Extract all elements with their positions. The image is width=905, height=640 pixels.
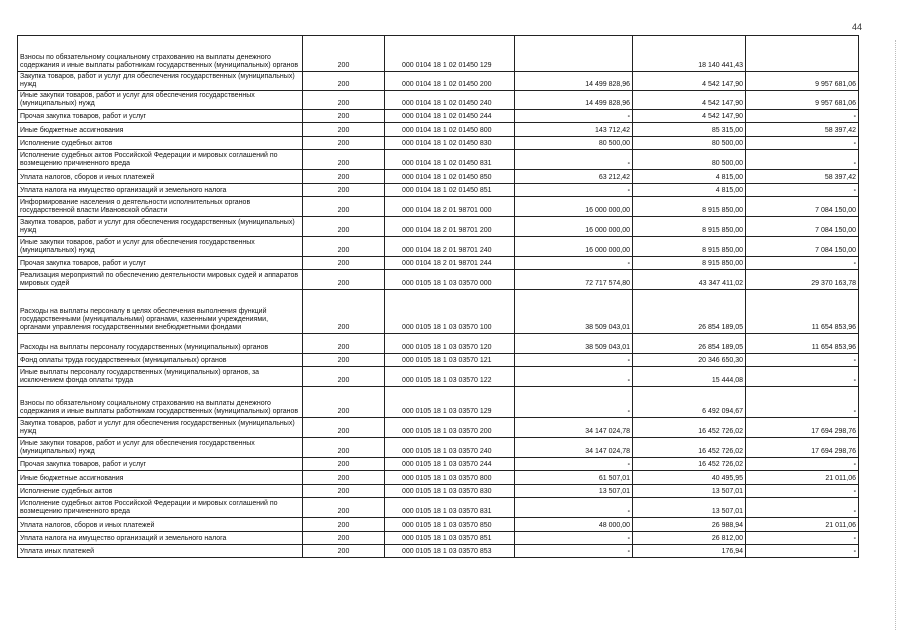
row-code-cell: 200 — [303, 197, 385, 217]
table-row — [18, 518, 859, 532]
row-kbk-cell: 000 0105 18 1 03 03570 853 — [385, 545, 515, 558]
row-executed-cell: 8 915 850,00 — [633, 217, 746, 237]
row-kbk-cell: 000 0104 18 1 02 01450 831 — [385, 150, 515, 170]
row-kbk-cell: 000 0104 18 1 02 01450 800 — [385, 123, 515, 137]
row-remainder-cell: - — [746, 367, 859, 387]
row-kbk-cell: 000 0105 18 1 03 03570 240 — [385, 438, 515, 458]
row-executed-cell: 80 500,00 — [633, 137, 746, 150]
table-row — [18, 438, 859, 458]
row-name-cell: Уплата иных платежей — [18, 545, 303, 558]
row-name-cell: Закупка товаров, работ и услуг для обеспечения государственных (муниципальных) нужд — [18, 217, 303, 237]
row-remainder-cell: - — [746, 458, 859, 471]
row-remainder-cell: 7 084 150,00 — [746, 197, 859, 217]
row-kbk-cell: 000 0105 18 1 03 03570 100 — [385, 290, 515, 334]
table-row — [18, 270, 859, 290]
row-executed-cell: 16 452 726,02 — [633, 438, 746, 458]
row-remainder-cell: 11 654 853,96 — [746, 334, 859, 354]
row-approved-cell: 14 499 828,96 — [515, 72, 633, 91]
table-row — [18, 184, 859, 197]
row-approved-cell: - — [515, 110, 633, 123]
row-remainder-cell: - — [746, 498, 859, 518]
row-code-cell: 200 — [303, 170, 385, 184]
row-executed-cell: 18 140 441,43 — [633, 36, 746, 72]
row-name-cell: Закупка товаров, работ и услуг для обеспечения государственных (муниципальных) нужд — [18, 418, 303, 438]
row-remainder-cell: 7 084 150,00 — [746, 237, 859, 257]
row-code-cell: 200 — [303, 91, 385, 110]
table-row — [18, 498, 859, 518]
row-kbk-cell: 000 0105 18 1 03 03570 000 — [385, 270, 515, 290]
row-name-cell: Реализация мероприятий по обеспечению деятельности мировых судей и аппаратов мировых судей — [18, 270, 303, 290]
row-code-cell: 200 — [303, 217, 385, 237]
row-remainder-cell: 11 654 853,96 — [746, 290, 859, 334]
row-remainder-cell: 7 084 150,00 — [746, 217, 859, 237]
row-approved-cell: - — [515, 367, 633, 387]
table-row — [18, 418, 859, 438]
table-row — [18, 237, 859, 257]
row-code-cell: 200 — [303, 387, 385, 418]
row-approved-cell: - — [515, 184, 633, 197]
row-remainder-cell: 17 694 298,76 — [746, 418, 859, 438]
row-executed-cell: 16 452 726,02 — [633, 418, 746, 438]
row-code-cell: 200 — [303, 471, 385, 485]
table-row — [18, 170, 859, 184]
row-kbk-cell: 000 0105 18 1 03 03570 830 — [385, 485, 515, 498]
row-kbk-cell: 000 0104 18 2 01 98701 240 — [385, 237, 515, 257]
row-executed-cell: 40 495,95 — [633, 471, 746, 485]
row-approved-cell: - — [515, 387, 633, 418]
row-code-cell: 200 — [303, 137, 385, 150]
table-row — [18, 123, 859, 137]
row-executed-cell: 4 815,00 — [633, 170, 746, 184]
table-row — [18, 532, 859, 545]
row-kbk-cell: 000 0105 18 1 03 03570 800 — [385, 471, 515, 485]
row-name-cell: Исполнение судебных актов — [18, 137, 303, 150]
row-name-cell: Иные закупки товаров, работ и услуг для обеспечения государственных (муниципальных) нужд — [18, 438, 303, 458]
row-name-cell: Уплата налога на имущество организаций и земельного налога — [18, 532, 303, 545]
table-row — [18, 91, 859, 110]
row-code-cell: 200 — [303, 123, 385, 137]
row-remainder-cell: - — [746, 485, 859, 498]
row-code-cell: 200 — [303, 72, 385, 91]
row-executed-cell: 43 347 411,02 — [633, 270, 746, 290]
row-remainder-cell: - — [746, 545, 859, 558]
row-kbk-cell: 000 0104 18 1 02 01450 244 — [385, 110, 515, 123]
row-executed-cell: 85 315,00 — [633, 123, 746, 137]
row-approved-cell: 63 212,42 — [515, 170, 633, 184]
row-code-cell: 200 — [303, 418, 385, 438]
row-name-cell: Взносы по обязательному социальному страхованию на выплаты денежного содержания и иные выплаты работникам государственных (муниципальных) органов — [18, 387, 303, 418]
row-name-cell: Взносы по обязательному социальному страхованию на выплаты денежного содержания и иные выплаты работникам государственных (муниципальных) органов — [18, 36, 303, 72]
row-executed-cell: 80 500,00 — [633, 150, 746, 170]
row-code-cell: 200 — [303, 354, 385, 367]
row-name-cell: Уплата налогов, сборов и иных платежей — [18, 518, 303, 532]
table-row — [18, 485, 859, 498]
row-name-cell: Уплата налога на имущество организаций и земельного налога — [18, 184, 303, 197]
row-kbk-cell: 000 0105 18 1 03 03570 244 — [385, 458, 515, 471]
row-approved-cell: - — [515, 545, 633, 558]
row-remainder-cell: - — [746, 532, 859, 545]
row-approved-cell: 16 000 000,00 — [515, 217, 633, 237]
row-name-cell: Информирование населения о деятельности исполнительных органов государственной власти Ивановской области — [18, 197, 303, 217]
row-name-cell: Прочая закупка товаров, работ и услуг — [18, 257, 303, 270]
row-code-cell: 200 — [303, 438, 385, 458]
row-approved-cell: 61 507,01 — [515, 471, 633, 485]
row-kbk-cell: 000 0104 18 2 01 98701 200 — [385, 217, 515, 237]
row-executed-cell: 16 452 726,02 — [633, 458, 746, 471]
row-name-cell: Исполнение судебных актов — [18, 485, 303, 498]
row-remainder-cell: 21 011,06 — [746, 518, 859, 532]
row-remainder-cell: 58 397,42 — [746, 170, 859, 184]
row-remainder-cell: - — [746, 257, 859, 270]
row-executed-cell: 8 915 850,00 — [633, 197, 746, 217]
row-remainder-cell: 58 397,42 — [746, 123, 859, 137]
row-name-cell: Иные бюджетные ассигнования — [18, 123, 303, 137]
row-code-cell: 200 — [303, 532, 385, 545]
row-remainder-cell: - — [746, 110, 859, 123]
row-name-cell: Прочая закупка товаров, работ и услуг — [18, 458, 303, 471]
table-row — [18, 354, 859, 367]
row-code-cell: 200 — [303, 110, 385, 123]
row-executed-cell: 4 542 147,90 — [633, 110, 746, 123]
table-row — [18, 36, 859, 72]
table-row — [18, 545, 859, 558]
row-approved-cell: 48 000,00 — [515, 518, 633, 532]
row-remainder-cell — [746, 36, 859, 72]
budget-execution-table — [17, 35, 859, 558]
table-row — [18, 110, 859, 123]
row-kbk-cell: 000 0105 18 1 03 03570 122 — [385, 367, 515, 387]
row-kbk-cell: 000 0105 18 1 03 03570 831 — [385, 498, 515, 518]
row-kbk-cell: 000 0105 18 1 03 03570 200 — [385, 418, 515, 438]
row-remainder-cell: 9 957 681,06 — [746, 72, 859, 91]
row-kbk-cell: 000 0104 18 1 02 01450 830 — [385, 137, 515, 150]
table-row — [18, 471, 859, 485]
row-remainder-cell: - — [746, 354, 859, 367]
row-approved-cell: 13 507,01 — [515, 485, 633, 498]
row-executed-cell: 26 812,00 — [633, 532, 746, 545]
row-executed-cell: 176,94 — [633, 545, 746, 558]
row-executed-cell: 4 542 147,90 — [633, 91, 746, 110]
row-executed-cell: 6 492 094,67 — [633, 387, 746, 418]
row-kbk-cell: 000 0104 18 1 02 01450 850 — [385, 170, 515, 184]
row-approved-cell: - — [515, 150, 633, 170]
row-approved-cell: - — [515, 498, 633, 518]
row-executed-cell: 20 346 650,30 — [633, 354, 746, 367]
row-code-cell: 200 — [303, 545, 385, 558]
scan-edge-line — [895, 40, 897, 630]
row-remainder-cell: 29 370 163,78 — [746, 270, 859, 290]
row-name-cell: Исполнение судебных актов Российской Федерации и мировых соглашений по возмещению причиненного вреда — [18, 150, 303, 170]
row-kbk-cell: 000 0105 18 1 03 03570 851 — [385, 532, 515, 545]
table-row — [18, 458, 859, 471]
row-approved-cell: 14 499 828,96 — [515, 91, 633, 110]
row-name-cell: Закупка товаров, работ и услуг для обеспечения государственных (муниципальных) нужд — [18, 72, 303, 91]
row-approved-cell: 143 712,42 — [515, 123, 633, 137]
row-approved-cell: 38 509 043,01 — [515, 290, 633, 334]
row-executed-cell: 13 507,01 — [633, 485, 746, 498]
row-approved-cell: - — [515, 458, 633, 471]
row-kbk-cell: 000 0104 18 2 01 98701 244 — [385, 257, 515, 270]
table-row — [18, 334, 859, 354]
row-approved-cell: 34 147 024,78 — [515, 418, 633, 438]
row-remainder-cell: - — [746, 184, 859, 197]
row-executed-cell: 13 507,01 — [633, 498, 746, 518]
row-approved-cell: - — [515, 532, 633, 545]
table-row — [18, 150, 859, 170]
row-code-cell: 200 — [303, 518, 385, 532]
row-approved-cell: - — [515, 354, 633, 367]
row-executed-cell: 26 854 189,05 — [633, 290, 746, 334]
row-kbk-cell: 000 0105 18 1 03 03570 850 — [385, 518, 515, 532]
row-approved-cell: 80 500,00 — [515, 137, 633, 150]
row-name-cell: Иные бюджетные ассигнования — [18, 471, 303, 485]
row-name-cell: Прочая закупка товаров, работ и услуг — [18, 110, 303, 123]
table-row — [18, 387, 859, 418]
row-code-cell: 200 — [303, 36, 385, 72]
row-approved-cell: 38 509 043,01 — [515, 334, 633, 354]
table-row — [18, 257, 859, 270]
row-name-cell: Иные выплаты персоналу государственных (муниципальных) органов, за исключением фонда оплаты труда — [18, 367, 303, 387]
row-approved-cell: 72 717 574,80 — [515, 270, 633, 290]
row-approved-cell: 16 000 000,00 — [515, 237, 633, 257]
row-kbk-cell: 000 0104 18 1 02 01450 200 — [385, 72, 515, 91]
row-code-cell: 200 — [303, 237, 385, 257]
row-remainder-cell: - — [746, 150, 859, 170]
row-remainder-cell: - — [746, 137, 859, 150]
row-executed-cell: 4 542 147,90 — [633, 72, 746, 91]
table-row — [18, 197, 859, 217]
row-code-cell: 200 — [303, 150, 385, 170]
row-approved-cell — [515, 36, 633, 72]
page-number: 44 — [852, 22, 863, 32]
row-executed-cell: 8 915 850,00 — [633, 257, 746, 270]
table-row — [18, 72, 859, 91]
row-kbk-cell: 000 0105 18 1 03 03570 129 — [385, 387, 515, 418]
row-kbk-cell: 000 0104 18 1 02 01450 129 — [385, 36, 515, 72]
row-approved-cell: 16 000 000,00 — [515, 197, 633, 217]
row-code-cell: 200 — [303, 290, 385, 334]
row-code-cell: 200 — [303, 498, 385, 518]
row-executed-cell: 8 915 850,00 — [633, 237, 746, 257]
row-remainder-cell: 21 011,06 — [746, 471, 859, 485]
row-remainder-cell: 9 957 681,06 — [746, 91, 859, 110]
row-code-cell: 200 — [303, 270, 385, 290]
row-code-cell: 200 — [303, 367, 385, 387]
row-name-cell: Расходы на выплаты персоналу в целях обеспечения выполнения функций государственными (муниципальными) органами, казенными учреждениями, органами управления государственными внебюджетными фондами — [18, 290, 303, 334]
row-name-cell: Иные закупки товаров, работ и услуг для обеспечения государственных (муниципальных) нужд — [18, 91, 303, 110]
row-name-cell: Расходы на выплаты персоналу государственных (муниципальных) органов — [18, 334, 303, 354]
row-name-cell: Фонд оплаты труда государственных (муниципальных) органов — [18, 354, 303, 367]
row-executed-cell: 26 854 189,05 — [633, 334, 746, 354]
row-kbk-cell: 000 0104 18 1 02 01450 240 — [385, 91, 515, 110]
row-kbk-cell: 000 0105 18 1 03 03570 120 — [385, 334, 515, 354]
row-kbk-cell: 000 0104 18 2 01 98701 000 — [385, 197, 515, 217]
row-code-cell: 200 — [303, 485, 385, 498]
row-name-cell: Уплата налогов, сборов и иных платежей — [18, 170, 303, 184]
table-row — [18, 367, 859, 387]
table-row — [18, 137, 859, 150]
row-name-cell: Иные закупки товаров, работ и услуг для обеспечения государственных (муниципальных) нужд — [18, 237, 303, 257]
table-row — [18, 290, 859, 334]
row-code-cell: 200 — [303, 334, 385, 354]
row-remainder-cell: 17 694 298,76 — [746, 438, 859, 458]
row-kbk-cell: 000 0105 18 1 03 03570 121 — [385, 354, 515, 367]
row-code-cell: 200 — [303, 458, 385, 471]
table-row — [18, 217, 859, 237]
row-code-cell: 200 — [303, 257, 385, 270]
row-approved-cell: 34 147 024,78 — [515, 438, 633, 458]
row-executed-cell: 4 815,00 — [633, 184, 746, 197]
row-remainder-cell: - — [746, 387, 859, 418]
row-name-cell: Исполнение судебных актов Российской Федерации и мировых соглашений по возмещению причиненного вреда — [18, 498, 303, 518]
row-executed-cell: 26 988,94 — [633, 518, 746, 532]
row-executed-cell: 15 444,08 — [633, 367, 746, 387]
row-approved-cell: - — [515, 257, 633, 270]
row-code-cell: 200 — [303, 184, 385, 197]
row-kbk-cell: 000 0104 18 1 02 01450 851 — [385, 184, 515, 197]
